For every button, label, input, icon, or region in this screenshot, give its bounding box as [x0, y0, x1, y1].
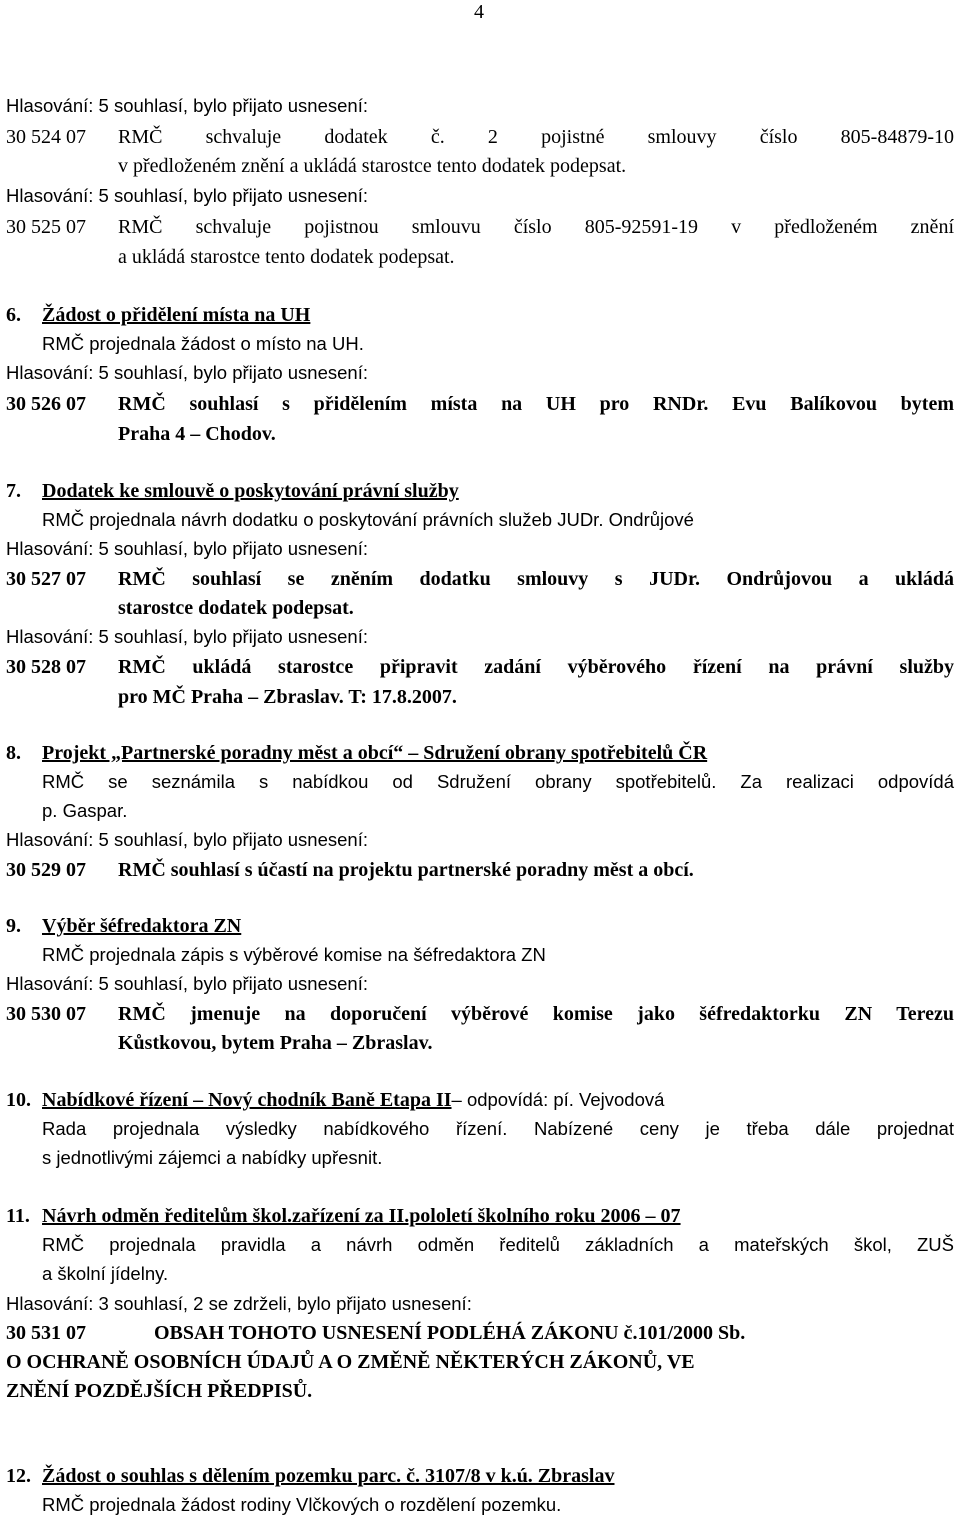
resolution-number: 30 529 07 — [6, 859, 86, 881]
section-title: Žádost o přidělení místa na UH — [42, 304, 311, 326]
resolution-line — [6, 567, 954, 591]
vote-line: Hlasování: 5 souhlasí, bylo přijato usnesení: — [6, 626, 368, 647]
section-description-text: RMČ projednala pravidla a návrh odměn ředitelů základních a mateřských škol, ZUŠ — [42, 1234, 954, 1255]
resolution-text: OBSAH TOHOTO USNESENÍ PODLÉHÁ ZÁKONU č.101/2000 Sb. — [154, 1322, 746, 1344]
section-title: Výběr šéfredaktora ZN — [42, 915, 242, 937]
section-number: 11. — [6, 1205, 30, 1227]
resolution-number: 30 531 07 — [6, 1322, 86, 1344]
vote-line: Hlasování: 5 souhlasí, bylo přijato usnesení: — [6, 95, 368, 116]
vote-line: Hlasování: 5 souhlasí, bylo přijato usnesení: — [6, 185, 368, 206]
section-heading-8 — [6, 741, 707, 765]
section-description: RMČ projednala žádost rodiny Vlčkových o rozdělení pozemku. — [42, 1494, 562, 1515]
resolution-text-cont: O OCHRANĚ OSOBNÍCH ÚDAJŮ A O ZMĚNĚ NĚKTERÝCH ZÁKONŮ, VE — [6, 1351, 695, 1373]
resolution-text-cont: a ukládá starostce tento dodatek podepsat. — [118, 246, 455, 268]
section-number: 7. — [6, 480, 21, 502]
resolution-number: 30 526 07 — [6, 393, 86, 415]
section-description-text: Rada projednala výsledky nabídkového řízení. Nabízené ceny je třeba dále projednat — [42, 1118, 954, 1139]
section-description — [42, 1233, 954, 1257]
resolution-text: RMČ souhlasí s účastí na projektu partnerské poradny měst a obcí. — [118, 859, 694, 881]
vote-line: Hlasování: 5 souhlasí, bylo přijato usnesení: — [6, 362, 368, 383]
resolution-number: 30 525 07 — [6, 216, 86, 238]
page-number: 4 — [474, 1, 484, 23]
section-description-text: RMČ se seznámila s nabídkou od Sdružení obrany spotřebitelů. Za realizaci odpovídá — [42, 771, 954, 792]
section-title: Nabídkové řízení – Nový chodník Baně Etapa II — [42, 1089, 452, 1111]
resolution-line — [6, 125, 954, 149]
section-title: Projekt „Partnerské poradny měst a obcí“ – Sdružení obrany spotřebitelů ČR — [42, 742, 708, 764]
section-description-cont: p. Gaspar. — [42, 800, 128, 821]
resolution-number: 30 527 07 — [6, 568, 86, 590]
section-responsible: – odpovídá: pí. Vejvodová — [451, 1089, 665, 1110]
resolution-text: RMČ schvaluje pojistnou smlouvu číslo 805-92591-19 v předloženém znění — [118, 216, 954, 238]
section-description: RMČ projednala návrh dodatku o poskytování právních služeb JUDr. Ondrůjové — [42, 509, 694, 530]
section-description — [42, 1117, 954, 1141]
resolution-text-cont: Praha 4 – Chodov. — [118, 423, 276, 445]
section-number: 8. — [6, 742, 21, 764]
resolution-text: RMČ souhlasí se zněním dodatku smlouvy s JUDr. Ondrůjovou a ukládá — [118, 568, 954, 590]
section-description — [42, 770, 954, 794]
resolution-text-cont: ZNĚNÍ POZDĚJŠÍCH PŘEDPISŮ. — [6, 1380, 313, 1402]
section-heading-9 — [6, 914, 241, 938]
resolution-text-cont: Kůstkovou, bytem Praha – Zbraslav. — [118, 1032, 433, 1054]
section-title: Návrh odměn ředitelům škol.zařízení za II.pololetí školního roku 2006 – 07 — [42, 1205, 681, 1227]
section-title: Dodatek ke smlouvě o poskytování právní služby — [42, 480, 459, 502]
vote-line: Hlasování: 5 souhlasí, bylo přijato usnesení: — [6, 973, 368, 994]
vote-line: Hlasování: 5 souhlasí, bylo přijato usnesení: — [6, 829, 368, 850]
section-description: RMČ projednala zápis s výběrové komise na šéfredaktora ZN — [42, 944, 546, 965]
section-heading-10 — [6, 1088, 664, 1112]
section-number: 12. — [6, 1465, 31, 1487]
section-description-cont: a školní jídelny. — [42, 1263, 169, 1284]
resolution-line — [6, 215, 954, 239]
section-heading-7 — [6, 479, 459, 503]
vote-line: Hlasování: 3 souhlasí, 2 se zdrželi, bylo přijato usnesení: — [6, 1293, 472, 1314]
resolution-line — [6, 858, 694, 882]
resolution-line — [6, 392, 954, 416]
resolution-text: RMČ schvaluje dodatek č. 2 pojistné smlouvy číslo 805-84879-10 — [118, 126, 954, 148]
resolution-text: RMČ ukládá starostce připravit zadání výběrového řízení na právní služby — [118, 656, 954, 678]
section-heading-6 — [6, 303, 310, 327]
resolution-number: 30 530 07 — [6, 1003, 86, 1025]
section-title: Žádost o souhlas s dělením pozemku parc. č. 3107/8 v k.ú. Zbraslav — [42, 1465, 615, 1487]
section-description: RMČ projednala žádost o místo na UH. — [42, 333, 364, 354]
section-number: 6. — [6, 304, 21, 326]
vote-line: Hlasování: 5 souhlasí, bylo přijato usnesení: — [6, 538, 368, 559]
section-heading-12 — [6, 1464, 615, 1488]
resolution-text-cont: v předloženém znění a ukládá starostce tento dodatek podepsat. — [118, 155, 627, 177]
resolution-line — [6, 1321, 745, 1345]
section-heading-11 — [6, 1204, 681, 1228]
section-description-cont: s jednotlivými zájemci a nabídky upřesnit. — [42, 1147, 383, 1168]
section-number: 9. — [6, 915, 21, 937]
resolution-text: RMČ souhlasí s přidělením místa na UH pro RNDr. Evu Balíkovou bytem — [118, 393, 954, 415]
resolution-number: 30 528 07 — [6, 656, 86, 678]
resolution-text: RMČ jmenuje na doporučení výběrové komise jako šéfredaktorku ZN Terezu — [118, 1003, 954, 1025]
resolution-line — [6, 1002, 954, 1026]
resolution-line — [6, 655, 954, 679]
resolution-text-cont: starostce dodatek podepsat. — [118, 597, 354, 619]
section-number: 10. — [6, 1089, 31, 1111]
resolution-number: 30 524 07 — [6, 126, 86, 148]
resolution-text-cont: pro MČ Praha – Zbraslav. T: 17.8.2007. — [118, 686, 457, 708]
